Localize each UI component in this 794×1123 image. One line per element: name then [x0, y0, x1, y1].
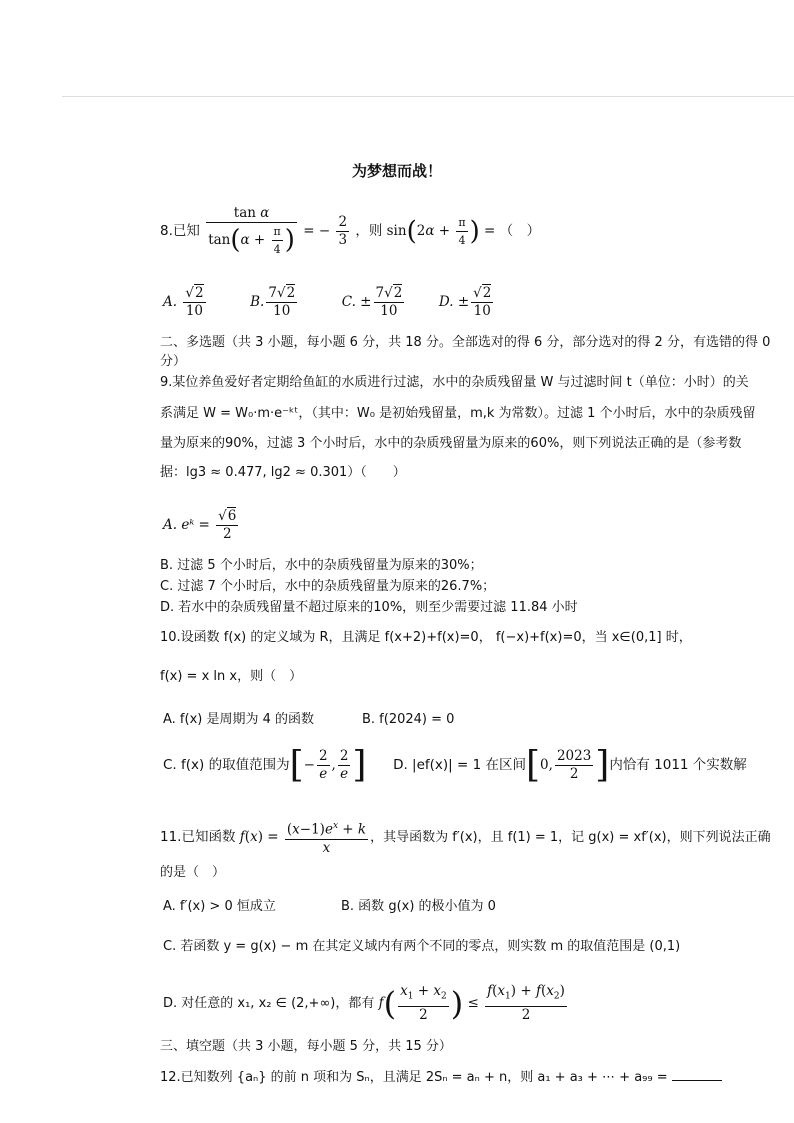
q9-option-a-label: A. eᵏ =: [163, 517, 210, 533]
q11-option-d-le: ≤: [467, 994, 479, 1011]
q10-option-c: C. f(x) 的取值范围为: [163, 757, 290, 773]
q9-option-a: A. eᵏ = $\frac{√6}{2}$: [163, 508, 237, 542]
q11-option-d-pre: D. 对任意的 x₁, x₂ ∈ (2,+∞)，都有: [163, 995, 375, 1011]
q9-line-3: 量为原来的90%，过滤 3 个小时后，水中的杂质残留量为原来的60%，则下列说法正确的是（参考数: [160, 436, 742, 451]
q11-line-1: 11.已知函数 f(x) = $\frac{(x-1)e^x + k}{x}$ ，其导函数为 f′(x)，且 f(1) = 1，记 g(x) = xf′(x)，则下列说法正确: [160, 821, 771, 856]
question-12: [160, 1067, 722, 1088]
q9-option-d: D. 若水中的杂质残留量不超过原来的10%，则至少需要过滤 11.84 小时: [160, 600, 578, 615]
q8-mid: ，则: [355, 223, 383, 239]
q9-option-b: B. 过滤 5 个小时后，水中的杂质残留量为原来的30%；: [160, 558, 483, 573]
q10-line-1: 10.设函数 f(x) 的定义域为 R，且满足 f(x+2)+f(x)=0， f(−x)+f(x)=0，当 x∈(0,1] 时，: [160, 630, 692, 645]
q9-line-1: 9.某位养鱼爱好者定期给鱼缸的水质进行过滤，水中的杂质残留量 W 与过滤时间 t（单位：小时）的关: [160, 375, 749, 390]
q9-line-2: 系满足 W = W₀·m·e⁻ᵏᵗ，（其中：W₀ 是初始残留量，m,k 为常数）。过滤 1 个小时后，水中的杂质残留: [160, 406, 756, 421]
q11-prefix: 11.已知函数: [160, 828, 236, 845]
q8-rhs: $\frac{2}{3}$: [338, 214, 348, 248]
section-3-heading: 三、填空题（共 3 小题，每小题 5 分，共 15 分）: [160, 1039, 452, 1054]
q8-number: 8.: [160, 223, 173, 239]
q8-option-b: B. $\frac{7√2}{10}$: [250, 285, 296, 319]
q10-option-a: A. f(x) 是周期为 4 的函数: [163, 712, 315, 727]
q10-line-2: f(x) = x ln x，则（ ）: [160, 669, 303, 684]
q11-option-b: B. 函数 g(x) 的极小值为 0: [341, 899, 496, 914]
header-rule: [62, 96, 794, 97]
q11-option-c: C. 若函数 y = g(x) − m 在其定义域内有两个不同的零点，则实数 m 的取值范围是 (0,1): [163, 939, 681, 954]
q11-mid: ，其导函数为 f′(x)，且 f(1) = 1，记 g(x) = xf′(x)，则下列说法正确: [370, 829, 771, 845]
q11-option-a: A. f′(x) > 0 恒成立: [163, 899, 276, 914]
q10-option-d-post: 内恰有 1011 个实数解: [609, 757, 747, 773]
q9-option-c: C. 过滤 7 个小时后，水中的杂质残留量为原来的26.7%；: [160, 579, 496, 594]
section-2-heading-cont: 分）: [160, 354, 187, 369]
q11-option-d: D. 对任意的 x₁, x₂ ∈ (2,+∞)，都有 f( $\frac{x_1 + x_2}{2}$ ) ≤ $\frac{f(x_1) + f(x_2)}{2}$: [163, 983, 565, 1023]
q10-option-b: B. f(2024) = 0: [362, 712, 455, 727]
q10-option-d: D. |ef(x)| = 1 在区间: [393, 757, 526, 773]
q8-option-c: C. ± $\frac{7√2}{10}$: [341, 285, 403, 319]
q8-option-a: A. $\frac{√2}{10}$: [163, 285, 204, 319]
q8-prefix: 已知: [172, 223, 200, 239]
q8-fraction: tan α tan(α + $\frac{\pi}{4}$ ): [208, 205, 295, 256]
q8-option-d: D. ± $\frac{√2}{10}$: [438, 285, 492, 319]
q10-options-cd: C. f(x) 的取值范围为[− $\frac{2}{e}$ , $\frac{2}{e}$ ] D. |ef(x)| = 1 在区间[0, $\frac{2023}{2}$ ]内恰有 1011 个实数解: [163, 744, 747, 786]
q12-text: 12.已知数列 {aₙ} 的前 n 项和为 Sₙ，且满足 2Sₙ = aₙ + n，则 a₁ + a₃ + ⋯ + a₉₉ =: [160, 1070, 668, 1085]
q9-line-4: 据：lg3 ≈ 0.477, lg2 ≈ 0.301）（ ）: [160, 465, 406, 480]
section-2-heading: 二、多选题（共 3 小题，每小题 6 分，共 18 分。全部选对的得 6 分，部分选对的得 2 分，有选错的得 0: [160, 335, 771, 350]
q12-answer-blank[interactable]: [672, 1080, 722, 1081]
q11-line-2: 的是（ ）: [160, 865, 226, 880]
q8-end: （ ）: [499, 223, 541, 239]
page-title: 为梦想而战！: [351, 162, 442, 180]
question-8: 8.已知 tan α tan(α + $\frac{\pi}{4}$ ) = − $\frac{2}{3}$ ，则 sin(2α + $\frac{\pi}{4}$ ) = （ ）: [160, 205, 541, 256]
q8-options: [163, 285, 495, 320]
